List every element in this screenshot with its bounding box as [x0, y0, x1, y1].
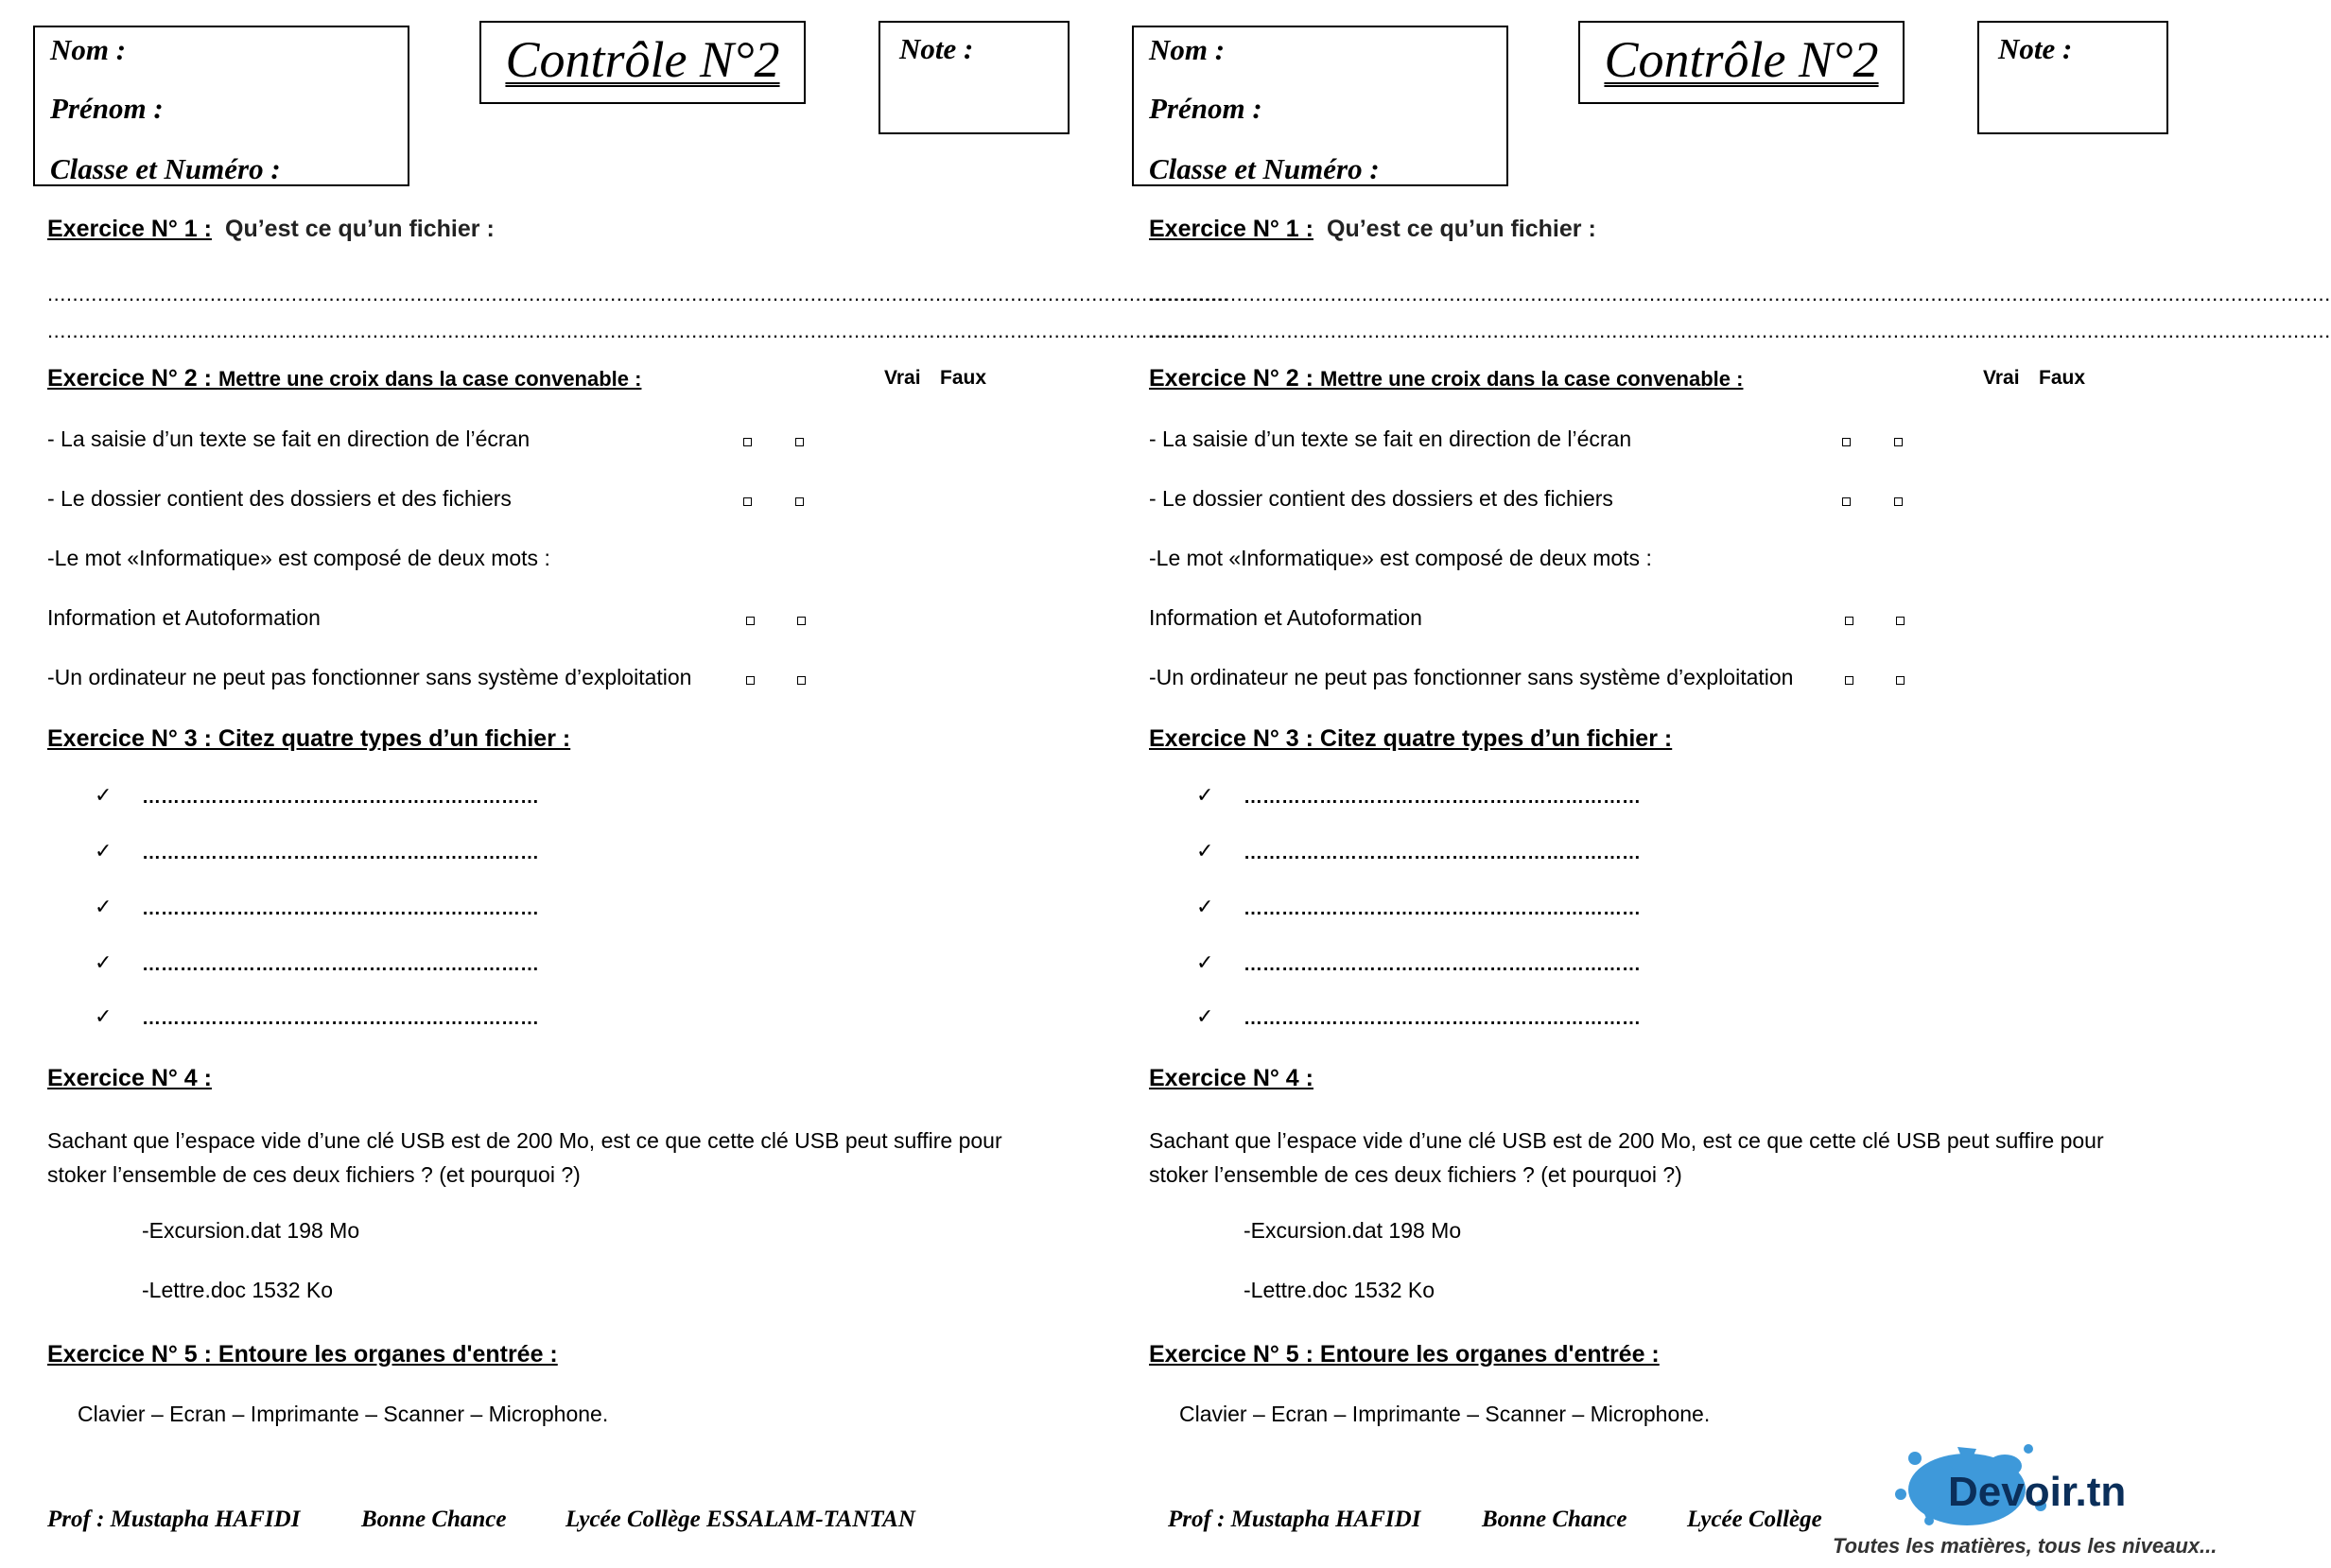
checkbox-faux[interactable]	[797, 617, 806, 625]
note-box	[878, 21, 1070, 134]
ex2-heading	[1149, 365, 1743, 392]
answer-line: .............................................................................................................................................................................................	[47, 282, 1229, 305]
footer-chance: Bonne Chance	[1482, 1507, 1627, 1532]
note-label: Note :	[1998, 32, 2073, 65]
answer-line: ………………………………………………………	[1244, 954, 1641, 975]
checkmark-icon: ✓	[1196, 951, 1214, 975]
footer-chance: Bonne Chance	[361, 1507, 507, 1532]
ex1-question: Qu’est ce qu’un fichier :	[1327, 216, 1596, 242]
statement-3b: Information et Autoformation	[47, 605, 321, 630]
checkbox-vrai[interactable]	[746, 617, 755, 625]
statement-4: -Un ordinateur ne peut pas fonctionner sans système d’exploitation	[47, 665, 692, 689]
statement-4: -Un ordinateur ne peut pas fonctionner sans système d’exploitation	[1149, 665, 1794, 689]
checkbox-vrai[interactable]	[1845, 676, 1853, 685]
devoir-watermark[interactable]	[1825, 1437, 2218, 1563]
checkmark-icon: ✓	[1196, 784, 1214, 808]
answer-line: ………………………………………………………	[142, 1008, 539, 1029]
classe-label: Classe et Numéro :	[50, 152, 281, 185]
ex4-heading: Exercice N° 4 :	[1149, 1065, 1313, 1091]
answer-line: ………………………………………………………	[1244, 787, 1641, 808]
ex2-heading	[47, 365, 641, 392]
vrai-label: Vrai	[884, 367, 921, 389]
brand-text: Devoir.tn	[1948, 1469, 2127, 1515]
nom-label: Nom :	[50, 33, 127, 66]
checkbox-faux[interactable]	[795, 438, 804, 446]
student-info-box	[1132, 26, 1508, 186]
answer-line: ………………………………………………………	[142, 787, 539, 808]
checkbox-faux[interactable]	[1894, 438, 1903, 446]
answer-line: ………………………………………………………	[1244, 843, 1641, 863]
organs-list: Clavier – Ecran – Imprimante – Scanner – Microphone.	[78, 1402, 609, 1426]
faux-label: Faux	[940, 367, 987, 389]
vrai-label: Vrai	[1983, 367, 2020, 389]
ex3-heading: Exercice N° 3 : Citez quatre types d’un fichier :	[47, 725, 571, 752]
ex2-head-label: Exercice N° 2 :	[1149, 365, 1313, 392]
ex4-text: Sachant que l’espace vide d’une clé USB est de 200 Mo, est ce que cette clé USB peut suffire pour stoker l’ensemble de ces deux fichiers ? (et pourquoi ?)	[47, 1128, 1002, 1187]
ex5-heading: Exercice N° 5 : Entoure les organes d'entrée :	[1149, 1341, 1660, 1368]
statement-1: - La saisie d’un texte se fait en direction de l’écran	[47, 427, 531, 451]
checkbox-vrai[interactable]	[746, 676, 755, 685]
footer-prof: Prof : Mustapha HAFIDI	[1168, 1507, 1421, 1532]
answer-line: ………………………………………………………	[1244, 1008, 1641, 1029]
answer-line: .............................................................................................................................................................................................	[1149, 319, 2331, 342]
file-2: -Lettre.doc 1532 Ko	[1244, 1278, 1435, 1302]
checkbox-faux[interactable]	[1896, 676, 1905, 685]
footer-lycee: Lycée Collège ESSALAM-TANTAN	[565, 1507, 915, 1532]
answer-line: .............................................................................................................................................................................................	[1149, 282, 2331, 305]
answer-line: .............................................................................................................................................................................................	[47, 319, 1229, 342]
ex2-instruction: Mettre une croix dans la case convenable :	[217, 367, 642, 391]
statement-2: - Le dossier contient des dossiers et des fichiers	[1149, 486, 1613, 511]
ex1-question: Qu’est ce qu’un fichier :	[225, 216, 495, 242]
ex1-heading: Exercice N° 1 :	[47, 216, 212, 242]
checkmark-icon: ✓	[95, 784, 113, 808]
ex4-heading: Exercice N° 4 :	[47, 1065, 212, 1091]
statement-3b: Information et Autoformation	[1149, 605, 1422, 630]
title-box	[1578, 21, 1905, 104]
file-2: -Lettre.doc 1532 Ko	[142, 1278, 334, 1302]
checkbox-vrai[interactable]	[1845, 617, 1853, 625]
checkbox-faux[interactable]	[797, 676, 806, 685]
checkmark-icon: ✓	[95, 896, 113, 919]
statement-1: - La saisie d’un texte se fait en direction de l’écran	[1149, 427, 1632, 451]
ex3-heading: Exercice N° 3 : Citez quatre types d’un fichier :	[1149, 725, 1673, 752]
classe-label: Classe et Numéro :	[1149, 152, 1380, 185]
faux-label: Faux	[2039, 367, 2086, 389]
tagline-text: Toutes les matières, tous les niveaux...	[1833, 1534, 2218, 1558]
checkbox-vrai[interactable]	[1842, 497, 1851, 506]
answer-line: ………………………………………………………	[142, 954, 539, 975]
ex2-instruction: Mettre une croix dans la case convenable :	[1319, 367, 1744, 391]
footer-lycee: Lycée Collège	[1687, 1507, 1822, 1532]
splash-icon	[1825, 1437, 2218, 1563]
organs-list: Clavier – Ecran – Imprimante – Scanner – Microphone.	[1179, 1402, 1711, 1426]
exam-sheet-right	[1104, 0, 2331, 1563]
answer-line: ………………………………………………………	[142, 843, 539, 863]
title-box	[479, 21, 806, 104]
statement-2: - Le dossier contient des dossiers et des fichiers	[47, 486, 512, 511]
footer-prof: Prof : Mustapha HAFIDI	[47, 1507, 301, 1532]
prenom-label: Prénom :	[1149, 92, 1262, 125]
page-title: Contrôle N°2	[1604, 31, 1879, 88]
answer-line: ………………………………………………………	[1244, 898, 1641, 919]
checkmark-icon: ✓	[1196, 896, 1214, 919]
student-info-box	[33, 26, 409, 186]
note-label: Note :	[899, 32, 974, 65]
checkmark-icon: ✓	[95, 840, 113, 863]
statement-3a: -Le mot «Informatique» est composé de deux mots :	[47, 546, 550, 570]
ex2-head-label: Exercice N° 2 :	[47, 365, 212, 392]
statement-3a: -Le mot «Informatique» est composé de deux mots :	[1149, 546, 1652, 570]
ex5-heading: Exercice N° 5 : Entoure les organes d'entrée :	[47, 1341, 558, 1368]
checkmark-icon: ✓	[1196, 840, 1214, 863]
checkbox-vrai[interactable]	[743, 497, 752, 506]
checkmark-icon: ✓	[95, 951, 113, 975]
checkmark-icon: ✓	[1196, 1005, 1214, 1029]
checkbox-vrai[interactable]	[1842, 438, 1851, 446]
checkbox-faux[interactable]	[1894, 497, 1903, 506]
checkbox-faux[interactable]	[1896, 617, 1905, 625]
page-title: Contrôle N°2	[505, 31, 780, 88]
nom-label: Nom :	[1149, 33, 1226, 66]
checkmark-icon: ✓	[95, 1005, 113, 1029]
note-box	[1977, 21, 2168, 134]
file-1: -Excursion.dat 198 Mo	[142, 1218, 360, 1243]
answer-line: ………………………………………………………	[142, 898, 539, 919]
file-1: -Excursion.dat 198 Mo	[1244, 1218, 1462, 1243]
prenom-label: Prénom :	[50, 92, 164, 125]
checkbox-faux[interactable]	[795, 497, 804, 506]
ex1-heading: Exercice N° 1 :	[1149, 216, 1313, 242]
checkbox-vrai[interactable]	[743, 438, 752, 446]
ex4-text: Sachant que l’espace vide d’une clé USB est de 200 Mo, est ce que cette clé USB peut suffire pour stoker l’ensemble de ces deux fichiers ? (et pourquoi ?)	[1149, 1128, 2104, 1187]
